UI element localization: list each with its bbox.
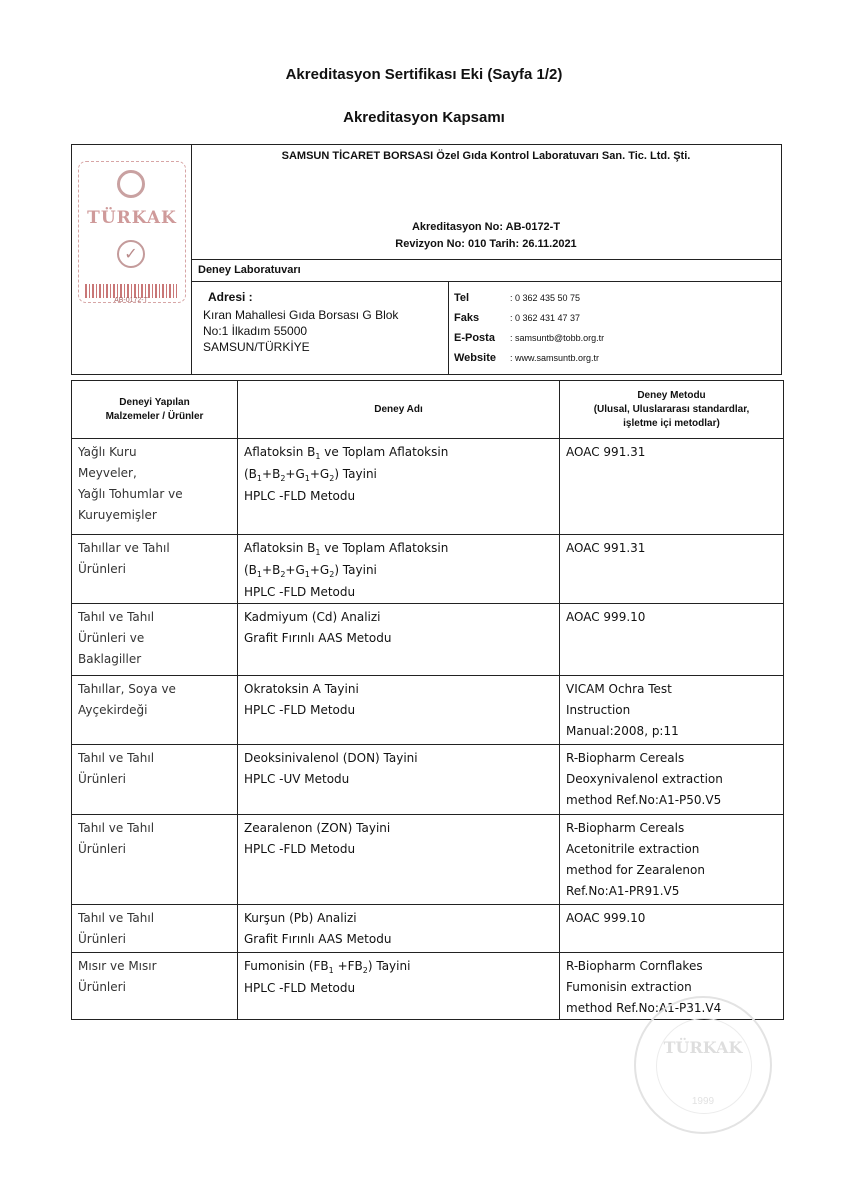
- cell-line: Fumonisin $(FB_1 +FB_2)$ Tayini: [244, 959, 411, 975]
- cell-line: AOAC 991.31: [566, 541, 646, 555]
- header-line: Deneyi Yapılan: [119, 396, 190, 408]
- header-line: Deney Metodu: [637, 389, 706, 401]
- cell-line: Grafit Fırınlı AAS Metodu: [244, 631, 392, 645]
- cell-line: method for Zearalenon: [566, 863, 705, 877]
- contact-email: [454, 332, 604, 352]
- table-row: [72, 604, 784, 676]
- material-cell: [72, 676, 238, 745]
- cell-line: Instruction: [566, 703, 631, 717]
- material-cell: [72, 604, 238, 676]
- logo-column: [72, 145, 192, 374]
- table-row: [72, 815, 784, 905]
- cell-line: HPLC -FLD Metodu: [244, 703, 356, 717]
- cell-line: Ref.No:A1-PR91.V5: [566, 884, 680, 898]
- method-cell: [560, 439, 784, 535]
- cell-line: Yağlı Tohumlar ve: [78, 487, 183, 501]
- cell-line: Ayçekirdeği: [78, 703, 148, 717]
- contact-tel: [454, 292, 604, 312]
- address-label: Adresi :: [208, 290, 253, 304]
- table-row: [72, 745, 784, 815]
- material-cell: [72, 905, 238, 953]
- cell-line: Ürünleri: [78, 980, 126, 994]
- cell-line: HPLC -UV Metodu: [244, 772, 350, 786]
- cell-line: $(B_1+B_2+G_1+G_2)$ Tayini: [244, 467, 377, 483]
- cell-line: Kuruyemişler: [78, 508, 157, 522]
- material-cell: [72, 815, 238, 905]
- divider: [448, 281, 449, 374]
- cell-line: method Ref.No:A1-P31.V4: [566, 1001, 722, 1015]
- cell-line: Acetonitrile extraction: [566, 842, 700, 856]
- cell-line: Kurşun (Pb) Analizi: [244, 911, 357, 925]
- cell-line: Ürünleri: [78, 842, 126, 856]
- cell-line: HPLC -FLD Metodu: [244, 842, 356, 856]
- cell-line: Aflatoksin $B_1$ ve Toplam Aflatoksin: [244, 445, 449, 461]
- emblem-icon: [117, 170, 145, 198]
- cell-line: AOAC 999.10: [566, 911, 646, 925]
- cell-line: Fumonisin extraction: [566, 980, 692, 994]
- test-name-cell: [238, 604, 560, 676]
- scope-table: [71, 380, 784, 1020]
- contact-value: : 0 362 435 50 75: [510, 293, 581, 303]
- cell-line: Ürünleri: [78, 772, 126, 786]
- material-cell: [72, 953, 238, 1020]
- cell-line: Tahıl ve Tahıl: [78, 751, 155, 765]
- cell-line: Ürünleri ve: [78, 631, 145, 645]
- method-cell: [560, 604, 784, 676]
- test-name-cell: [238, 676, 560, 745]
- lab-type: Deney Laboratuvarı: [198, 264, 301, 276]
- cell-line: Deoksinivalenol (DON) Tayini: [244, 751, 418, 765]
- cell-line: Baklagiller: [78, 652, 142, 666]
- cell-line: $(B_1+B_2+G_1+G_2)$ Tayini: [244, 563, 377, 579]
- divider: [191, 281, 781, 282]
- header-line: Malzemeler / Ürünler: [105, 410, 204, 422]
- cell-line: Tahıl ve Tahıl: [78, 821, 155, 835]
- material-cell: [72, 745, 238, 815]
- cell-line: Tahıl ve Tahıl: [78, 911, 155, 925]
- cell-line: AOAC 991.31: [566, 445, 646, 459]
- document-subtitle: Akreditasyon Kapsamı: [343, 109, 505, 126]
- contact-value: : 0 362 431 47 37: [510, 313, 581, 323]
- cell-line: Ürünleri: [78, 562, 126, 576]
- contact-key: Website: [454, 352, 496, 364]
- cell-line: Mısır ve Mısır: [78, 959, 157, 973]
- method-cell: [560, 676, 784, 745]
- material-cell: [72, 535, 238, 604]
- contact-fax: [454, 312, 604, 332]
- cell-line: Tahıllar, Soya ve: [78, 682, 176, 696]
- column-header-method: [560, 381, 784, 439]
- cell-line: Tahıllar ve Tahıl: [78, 541, 170, 555]
- cell-line: Tahıl ve Tahıl: [78, 610, 155, 624]
- column-header-test: Deney Adı: [238, 381, 560, 439]
- contact-key: Tel: [454, 292, 470, 304]
- test-name-cell: [238, 905, 560, 953]
- method-cell: [560, 535, 784, 604]
- column-header-materials: [72, 381, 238, 439]
- test-name-cell: [238, 745, 560, 815]
- revision-info: Revizyon No: 010 Tarih: 26.11.2021: [395, 238, 577, 250]
- logo-wordmark: TÜRKAK: [87, 208, 177, 228]
- contact-value: : www.samsuntb.org.tr: [510, 353, 600, 363]
- cell-line: Kadmiyum (Cd) Analizi: [244, 610, 381, 624]
- logo-code: AB-0172-T: [114, 297, 148, 304]
- header-line: (Ulusal, Uluslararası standardlar,: [593, 403, 750, 415]
- table-header-row: [72, 381, 784, 439]
- test-name-cell: [238, 439, 560, 535]
- header-line: işletme içi metodlar): [623, 417, 720, 429]
- cell-line: R-Biopharm Cereals: [566, 821, 685, 835]
- table-body: [72, 439, 784, 1020]
- contact-website: [454, 352, 604, 372]
- cell-line: Manual:2008, p:11: [566, 724, 679, 738]
- cell-line: Yağlı Kuru: [78, 445, 137, 459]
- cell-line: HPLC -FLD Metodu: [244, 585, 356, 599]
- method-cell: [560, 905, 784, 953]
- divider: [191, 259, 781, 260]
- cell-line: R-Biopharm Cereals: [566, 751, 685, 765]
- cell-line: Grafit Fırınlı AAS Metodu: [244, 932, 392, 946]
- test-name-cell: [238, 535, 560, 604]
- address-line: SAMSUN/TÜRKİYE: [203, 340, 310, 354]
- cell-line: Okratoksin A Tayini: [244, 682, 359, 696]
- cell-line: VICAM Ochra Test: [566, 682, 672, 696]
- cell-line: Meyveler,: [78, 466, 137, 480]
- address: [203, 307, 398, 355]
- contact-key: Faks: [454, 312, 480, 324]
- material-cell: [72, 439, 238, 535]
- address-line: No:1 İlkadım 55000: [203, 324, 308, 338]
- test-name-cell: [238, 815, 560, 905]
- turkak-logo: [78, 161, 186, 303]
- contact-info: [454, 292, 604, 372]
- stamp-text: TÜRKAK: [663, 1038, 743, 1057]
- header-box: [71, 144, 782, 375]
- cell-line: Ürünleri: [78, 932, 126, 946]
- cell-line: method Ref.No:A1-P50.V5: [566, 793, 722, 807]
- table-row: [72, 535, 784, 604]
- contact-value: : samsuntb@tobb.org.tr: [510, 333, 605, 343]
- cell-line: AOAC 999.10: [566, 610, 646, 624]
- document-title: Akreditasyon Sertifikası Eki (Sayfa 1/2): [285, 66, 563, 83]
- accreditation-number: Akreditasyon No: AB-0172-T: [411, 221, 561, 233]
- address-line: Kıran Mahallesi Gıda Borsası G Blok: [203, 308, 399, 322]
- table-row: [72, 905, 784, 953]
- barcode-icon: [85, 284, 177, 298]
- method-cell: [560, 815, 784, 905]
- checkmark-icon: ✓: [117, 240, 145, 268]
- method-cell: [560, 745, 784, 815]
- table-row: [72, 439, 784, 535]
- cell-line: Zearalenon (ZON) Tayini: [244, 821, 391, 835]
- cell-line: Aflatoksin $B_1$ ve Toplam Aflatoksin: [244, 541, 449, 557]
- test-name-cell: [238, 953, 560, 1020]
- cell-line: R-Biopharm Cornflakes: [566, 959, 703, 973]
- faint-stamp: [634, 996, 772, 1134]
- firm-name: SAMSUN TİCARET BORSASI Özel Gıda Kontrol Laboratuvarı San. Tic. Ltd. Şti.: [281, 150, 691, 162]
- stamp-year: 1999: [691, 1096, 715, 1107]
- cell-line: Deoxynivalenol extraction: [566, 772, 723, 786]
- cell-line: HPLC -FLD Metodu: [244, 981, 356, 995]
- contact-key: E-Posta: [454, 332, 495, 344]
- table-row: [72, 676, 784, 745]
- cell-line: HPLC -FLD Metodu: [244, 489, 356, 503]
